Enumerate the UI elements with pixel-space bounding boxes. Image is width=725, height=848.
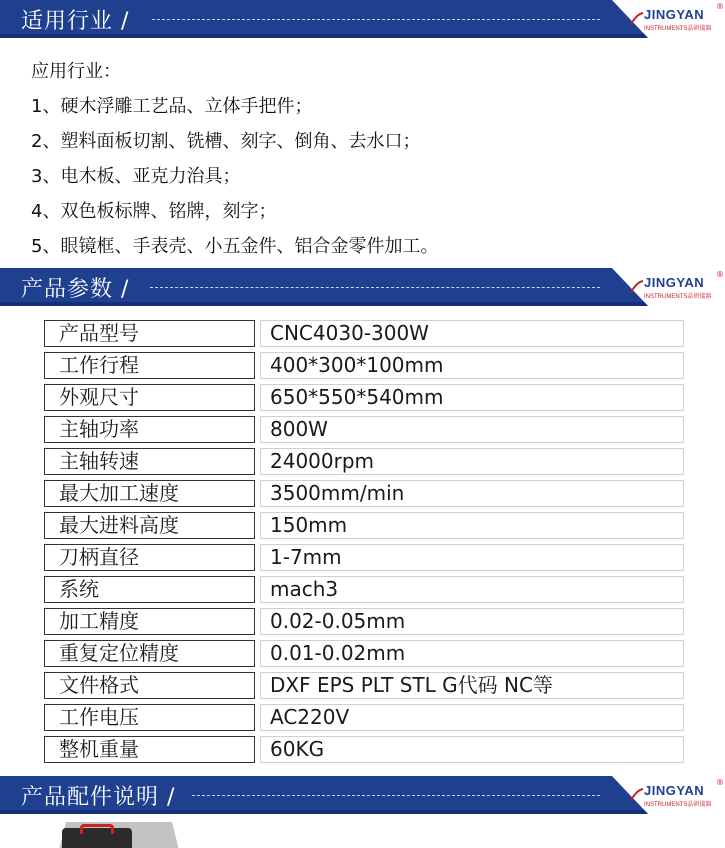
- logo-wordmark: JINGYAN: [644, 275, 705, 290]
- table-row: [44, 480, 684, 507]
- table-row: [44, 544, 684, 571]
- spec-value: mach3: [260, 576, 684, 603]
- table-row: [44, 608, 684, 635]
- table-row: [44, 448, 684, 475]
- logo-wordmark: JINGYAN: [644, 783, 705, 798]
- list-item: 2、塑料面板切割、铣槽、刻字、倒角、去水口；: [31, 131, 421, 152]
- spec-key: 文件格式: [44, 672, 255, 699]
- spec-value: 1-7mm: [260, 544, 684, 571]
- table-row: [44, 640, 684, 667]
- spec-key: 主轴转速: [44, 448, 255, 475]
- table-row: [44, 704, 684, 731]
- accessory-toolbox-image: [52, 822, 182, 848]
- table-row: [44, 736, 684, 763]
- table-row: [44, 384, 684, 411]
- logo-wordmark: JINGYAN: [644, 7, 705, 22]
- spec-value: 800W: [260, 416, 684, 443]
- spec-key: 外观尺寸: [44, 384, 255, 411]
- spec-value: 24000rpm: [260, 448, 684, 475]
- table-row: [44, 576, 684, 603]
- swoosh-icon: [630, 788, 644, 802]
- section-title: 适用行业 /: [21, 9, 130, 34]
- spec-key: 重复定位精度: [44, 640, 255, 667]
- swoosh-icon: [630, 280, 644, 294]
- spec-value: AC220V: [260, 704, 684, 731]
- spec-key: 整机重量: [44, 736, 255, 763]
- spec-key: 系统: [44, 576, 255, 603]
- spec-key: 主轴功率: [44, 416, 255, 443]
- swoosh-icon: [630, 12, 644, 26]
- list-item: 5、眼镜框、手表壳、小五金件、铝合金零件加工。: [31, 236, 439, 257]
- spec-key: 加工精度: [44, 608, 255, 635]
- spec-value: DXF EPS PLT STL G代码 NC等: [260, 672, 684, 699]
- jingyan-logo: [644, 270, 724, 300]
- spec-value: 3500mm/min: [260, 480, 684, 507]
- list-item: 3、电木板、亚克力治具；: [31, 166, 241, 187]
- registered-mark: ®: [716, 270, 724, 279]
- logo-subtitle: INSTRUMENTS晶研儀器: [644, 294, 712, 300]
- list-item: 1、硬木浮雕工艺品、立体手把件；: [31, 96, 313, 117]
- jingyan-logo: [644, 2, 724, 32]
- section-title: 产品参数 /: [21, 277, 130, 302]
- spec-value: 0.01-0.02mm: [260, 640, 684, 667]
- spec-value: 60KG: [260, 736, 684, 763]
- table-row: [44, 512, 684, 539]
- table-row: [44, 416, 684, 443]
- jingyan-logo: [644, 778, 724, 808]
- spec-key: 刀柄直径: [44, 544, 255, 571]
- section-banner-accessories: [0, 776, 725, 814]
- section-banner-product-parameters: [0, 268, 725, 306]
- table-row: [44, 320, 684, 347]
- table-row: [44, 352, 684, 379]
- table-row: [44, 672, 684, 699]
- section-banner-applicable-industries: [0, 0, 725, 38]
- toolbox-handle: [80, 824, 114, 834]
- list-item: 4、双色板标牌、铭牌，刻字；: [31, 201, 277, 222]
- spec-key: 工作行程: [44, 352, 255, 379]
- applications-list: [31, 54, 438, 264]
- spec-key: 最大加工速度: [44, 480, 255, 507]
- registered-mark: ®: [716, 778, 724, 787]
- logo-subtitle: INSTRUMENTS晶研儀器: [644, 802, 712, 808]
- divider: [150, 287, 600, 288]
- spec-value: 400*300*100mm: [260, 352, 684, 379]
- spec-key: 产品型号: [44, 320, 255, 347]
- applications-heading: 应用行业：: [31, 61, 121, 82]
- divider: [152, 19, 600, 20]
- divider: [192, 795, 600, 796]
- spec-value: 0.02-0.05mm: [260, 608, 684, 635]
- logo-subtitle: INSTRUMENTS晶研儀器: [644, 26, 712, 32]
- spec-value: CNC4030-300W: [260, 320, 684, 347]
- section-title: 产品配件说明 /: [21, 785, 176, 810]
- spec-value: 150mm: [260, 512, 684, 539]
- registered-mark: ®: [716, 2, 724, 11]
- spec-value: 650*550*540mm: [260, 384, 684, 411]
- spec-key: 最大进料高度: [44, 512, 255, 539]
- spec-key: 工作电压: [44, 704, 255, 731]
